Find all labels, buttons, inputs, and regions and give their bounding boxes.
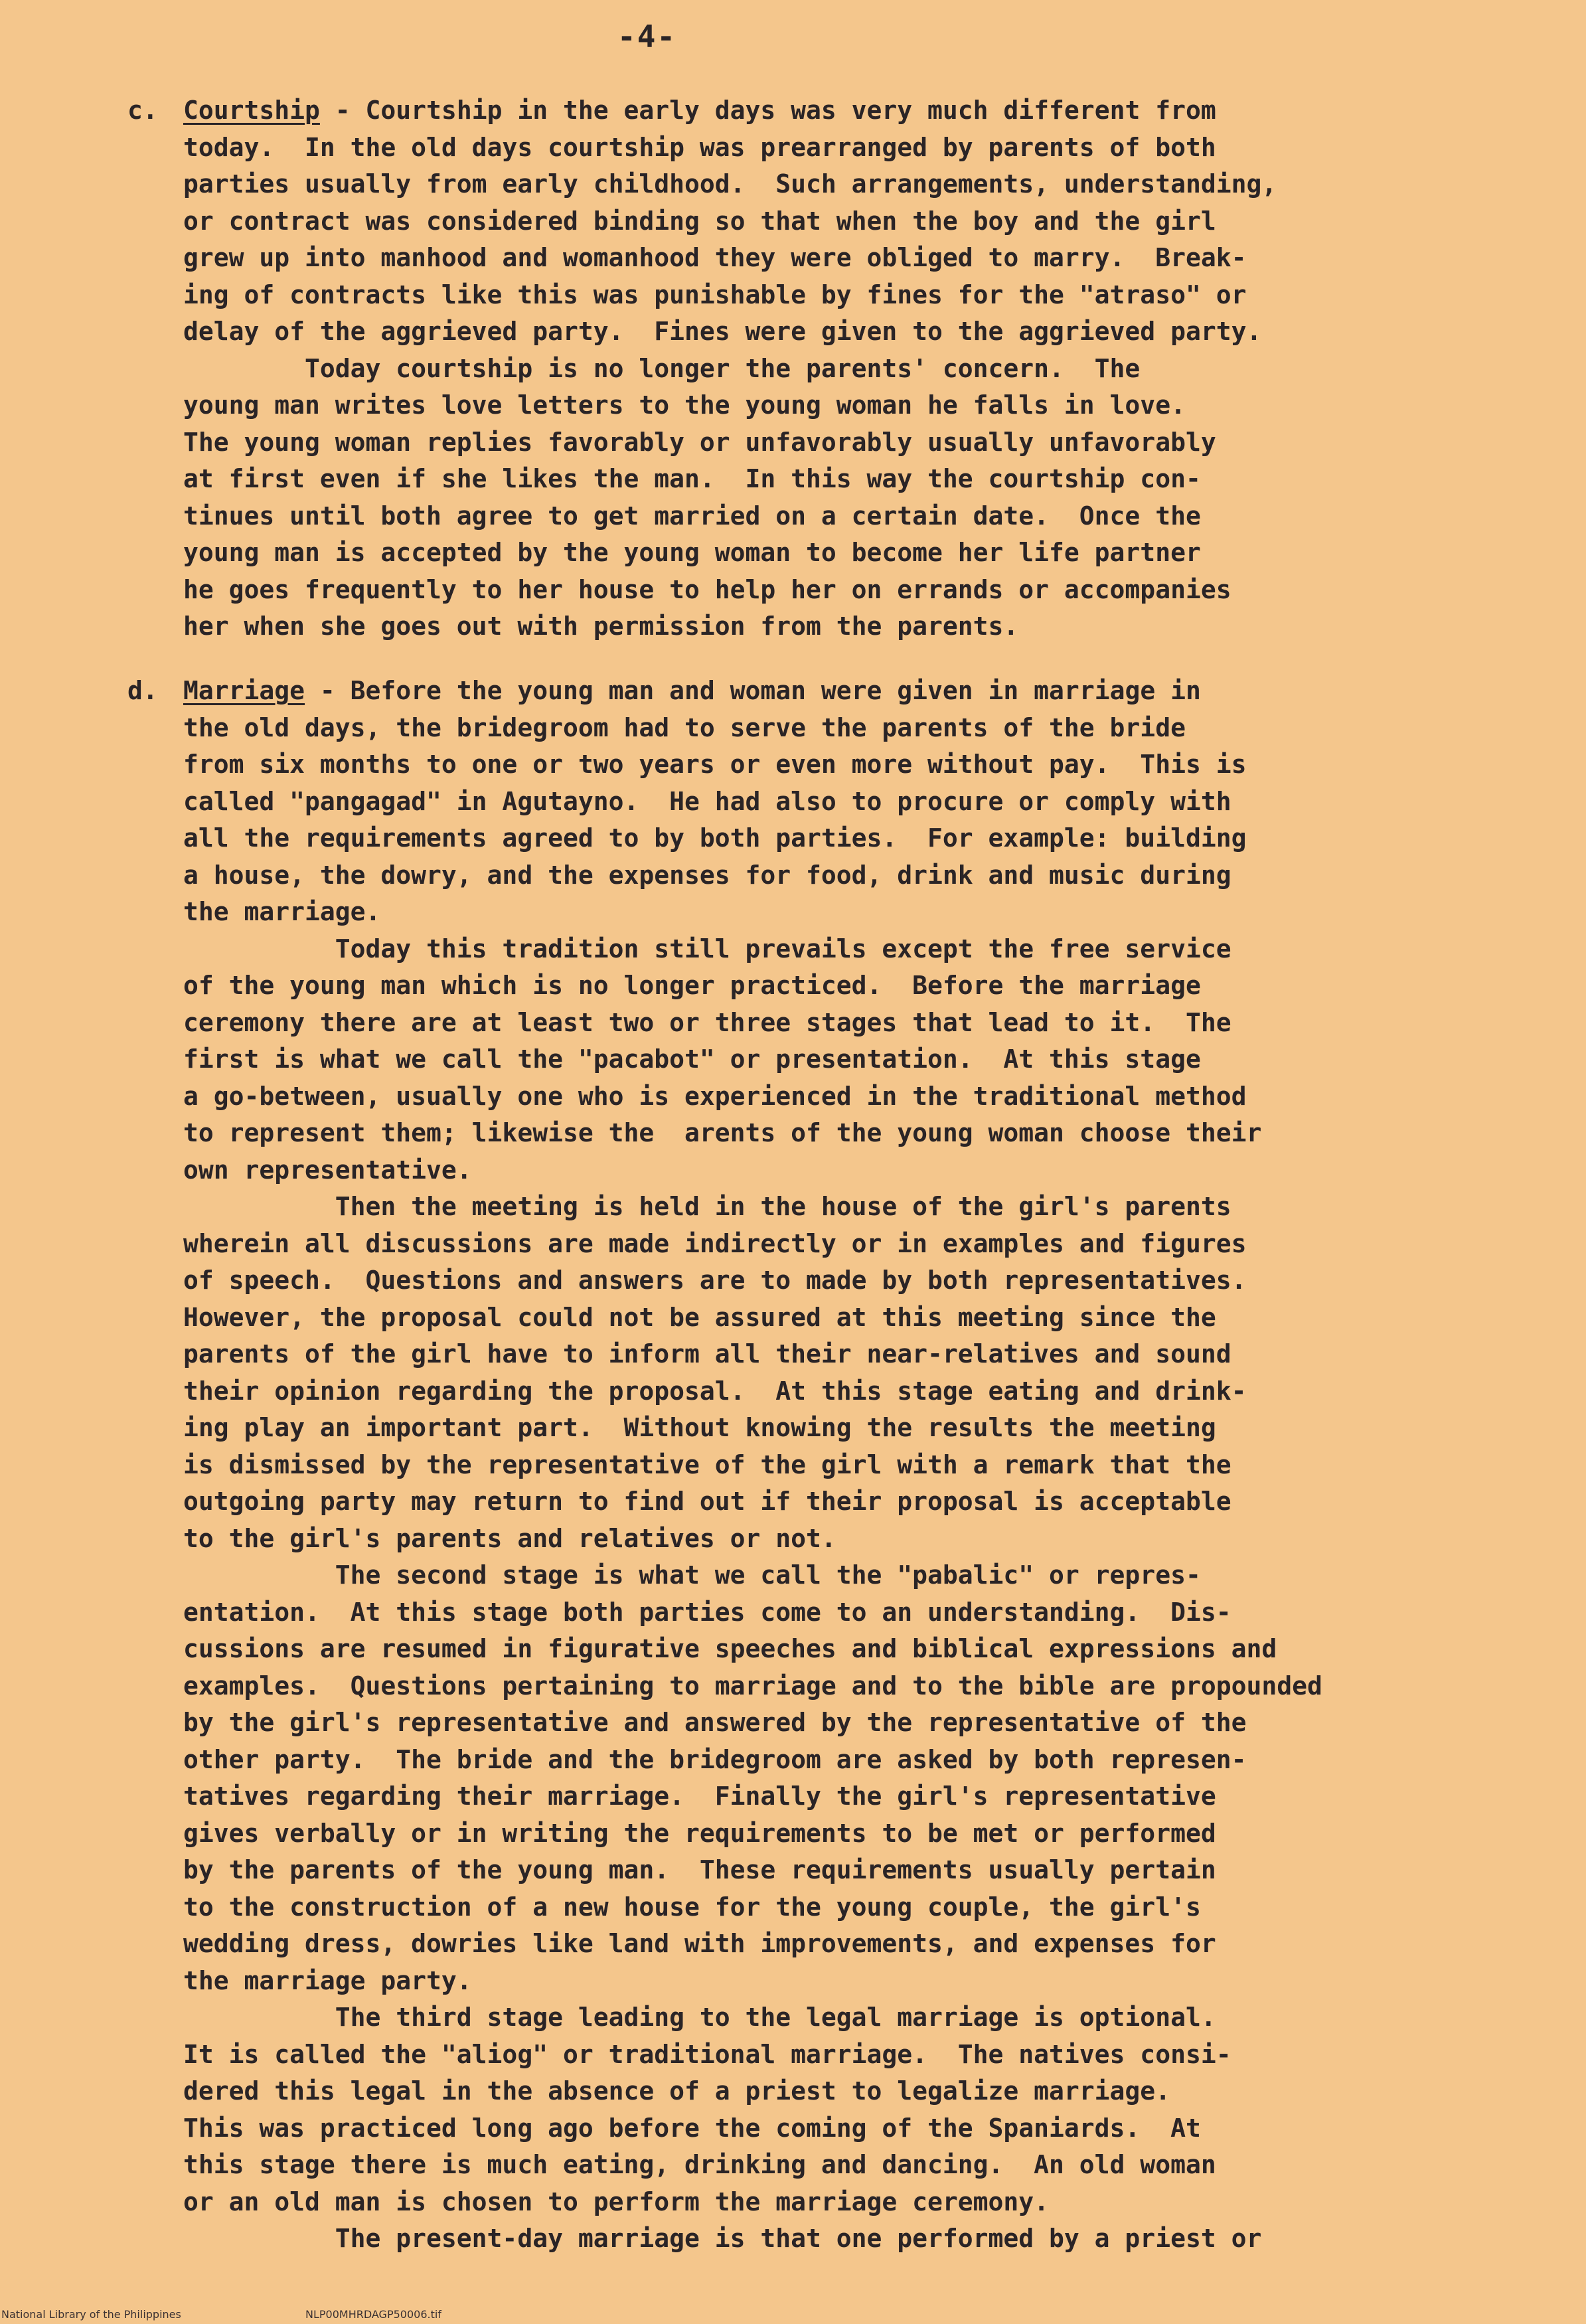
text-line: ing play an important part. Without knowing the results the meeting	[183, 1413, 1216, 1442]
text-line: Today courtship is no longer the parents' concern. The	[183, 353, 1141, 383]
text-line: This was practiced long ago before the coming of the Spaniards. At	[183, 2113, 1201, 2143]
heading-dash: -	[305, 676, 351, 705]
text-line: The present-day marriage is that one performed by a priest or	[183, 2224, 1262, 2253]
text-line: a go-between, usually one who is experienced in the traditional method	[183, 1081, 1247, 1111]
text-line: examples. Questions pertaining to marriage and to the bible are propounded	[183, 1671, 1322, 1701]
text-line: young man is accepted by the young woman to become her life partner	[183, 538, 1201, 567]
text-line: this stage there is much eating, drinking and dancing. An old woman	[183, 2150, 1216, 2179]
text-line: own representative.	[183, 1155, 472, 1185]
text-line: to the girl's parents and relatives or not.	[183, 1523, 836, 1553]
text-line: the old days, the bridegroom had to serve the parents of the bride	[183, 712, 1186, 742]
text-line: a house, the dowry, and the expenses for food, drink and music during	[183, 860, 1231, 890]
text-line: all the requirements agreed to by both parties. For example: building	[183, 823, 1247, 853]
footer-library: National Library of the Philippines	[1, 2308, 181, 2321]
text-line: parties usually from early childhood. Such arrangements, understanding,	[183, 169, 1277, 199]
text-line: ceremony there are at least two or three stages that lead to it. The	[183, 1007, 1231, 1037]
text-line: tatives regarding their marriage. Finally the girl's representative	[183, 1782, 1216, 1811]
text-line: The second stage is what we call the "pabalic" or repres-	[183, 1560, 1201, 1590]
text-line: at first even if she likes the man. In this way the courtship con-	[183, 464, 1201, 493]
section-letter: d.	[127, 676, 158, 705]
text-line: her when she goes out with permission from the parents.	[183, 612, 1019, 641]
text-line: other party. The bride and the bridegroom are asked by both represen-	[183, 1744, 1247, 1774]
text-line: is dismissed by the representative of the girl with a remark that the	[183, 1450, 1231, 1479]
section-heading: Courtship	[183, 96, 320, 125]
section-letter: c.	[127, 96, 158, 125]
text-line: ing of contracts like this was punishable by fines for the "atraso" or	[183, 280, 1247, 309]
text-line: from six months to one or two years or even more without pay. This is	[183, 750, 1247, 779]
section-heading: Marriage	[183, 676, 305, 705]
text-line: their opinion regarding the proposal. At this stage eating and drink-	[183, 1376, 1247, 1406]
line-text: Courtship in the early days was very much different from	[365, 96, 1216, 125]
text-line	[183, 672, 1201, 709]
text-line: of speech. Questions and answers are to made by both representatives.	[183, 1266, 1247, 1295]
text-line: or an old man is chosen to perform the marriage ceremony.	[183, 2187, 1050, 2216]
text-line: cussions are resumed in figurative speeches and biblical expressions and	[183, 1634, 1277, 1663]
text-line: Today this tradition still prevails except the free service	[183, 934, 1231, 963]
text-line: The third stage leading to the legal marriage is optional.	[183, 2003, 1216, 2032]
text-line: to the construction of a new house for the young couple, the girl's	[183, 1892, 1201, 1922]
text-line: called "pangagad" in Agutayno. He had also to procure or comply with	[183, 786, 1231, 816]
text-line: grew up into manhood and womanhood they were obliged to marry. Break-	[183, 243, 1247, 272]
text-line: young man writes love letters to the young woman he falls in love.	[183, 390, 1186, 420]
text-line: by the girl's representative and answered by the representative of the	[183, 1708, 1247, 1737]
text-line: The young woman replies favorably or unfavorably usually unfavorably	[183, 427, 1216, 457]
text-line: by the parents of the young man. These requirements usually pertain	[183, 1855, 1216, 1884]
text-line: tinues until both agree to get married on a certain date. Once the	[183, 501, 1201, 531]
line-text: Before the young man and woman were given in marriage in	[350, 676, 1201, 705]
text-line: Then the meeting is held in the house of the girl's parents	[183, 1192, 1231, 1221]
text-line: parents of the girl have to inform all their near-relatives and sound	[183, 1339, 1231, 1369]
text-line: wherein all discussions are made indirectly or in examples and figures	[183, 1228, 1247, 1258]
page-number: -4-	[617, 19, 677, 54]
text-line: delay of the aggrieved party. Fines were given to the aggrieved party.	[183, 317, 1262, 346]
text-line: However, the proposal could not be assured at this meeting since the	[183, 1302, 1216, 1332]
text-line	[183, 92, 1216, 129]
text-line: to represent them; likewise the arents of the young woman choose their	[183, 1118, 1262, 1147]
text-line: today. In the old days courtship was prearranged by parents of both	[183, 132, 1216, 162]
text-line: first is what we call the "pacabot" or presentation. At this stage	[183, 1044, 1201, 1074]
text-line: outgoing party may return to find out if their proposal is acceptable	[183, 1487, 1231, 1516]
text-line: wedding dress, dowries like land with improvements, and expenses for	[183, 1929, 1216, 1958]
heading-dash: -	[319, 96, 366, 125]
text-line: dered this legal in the absence of a priest to legalize marriage.	[183, 2076, 1171, 2106]
text-line: gives verbally or in writing the requirements to be met or performed	[183, 1818, 1216, 1848]
text-line: or contract was considered binding so that when the boy and the girl	[183, 206, 1216, 236]
text-line: the marriage.	[183, 897, 381, 926]
text-line: entation. At this stage both parties come to an understanding. Dis-	[183, 1597, 1231, 1627]
text-line: It is called the "aliog" or traditional marriage. The natives consi-	[183, 2039, 1231, 2069]
footer-filename: NLP00MHRDAGP50006.tif	[305, 2308, 441, 2321]
text-line: of the young man which is no longer practiced. Before the marriage	[183, 971, 1201, 1000]
text-line: he goes frequently to her house to help her on errands or accompanies	[183, 574, 1231, 604]
text-line: the marriage party.	[183, 1965, 472, 1995]
